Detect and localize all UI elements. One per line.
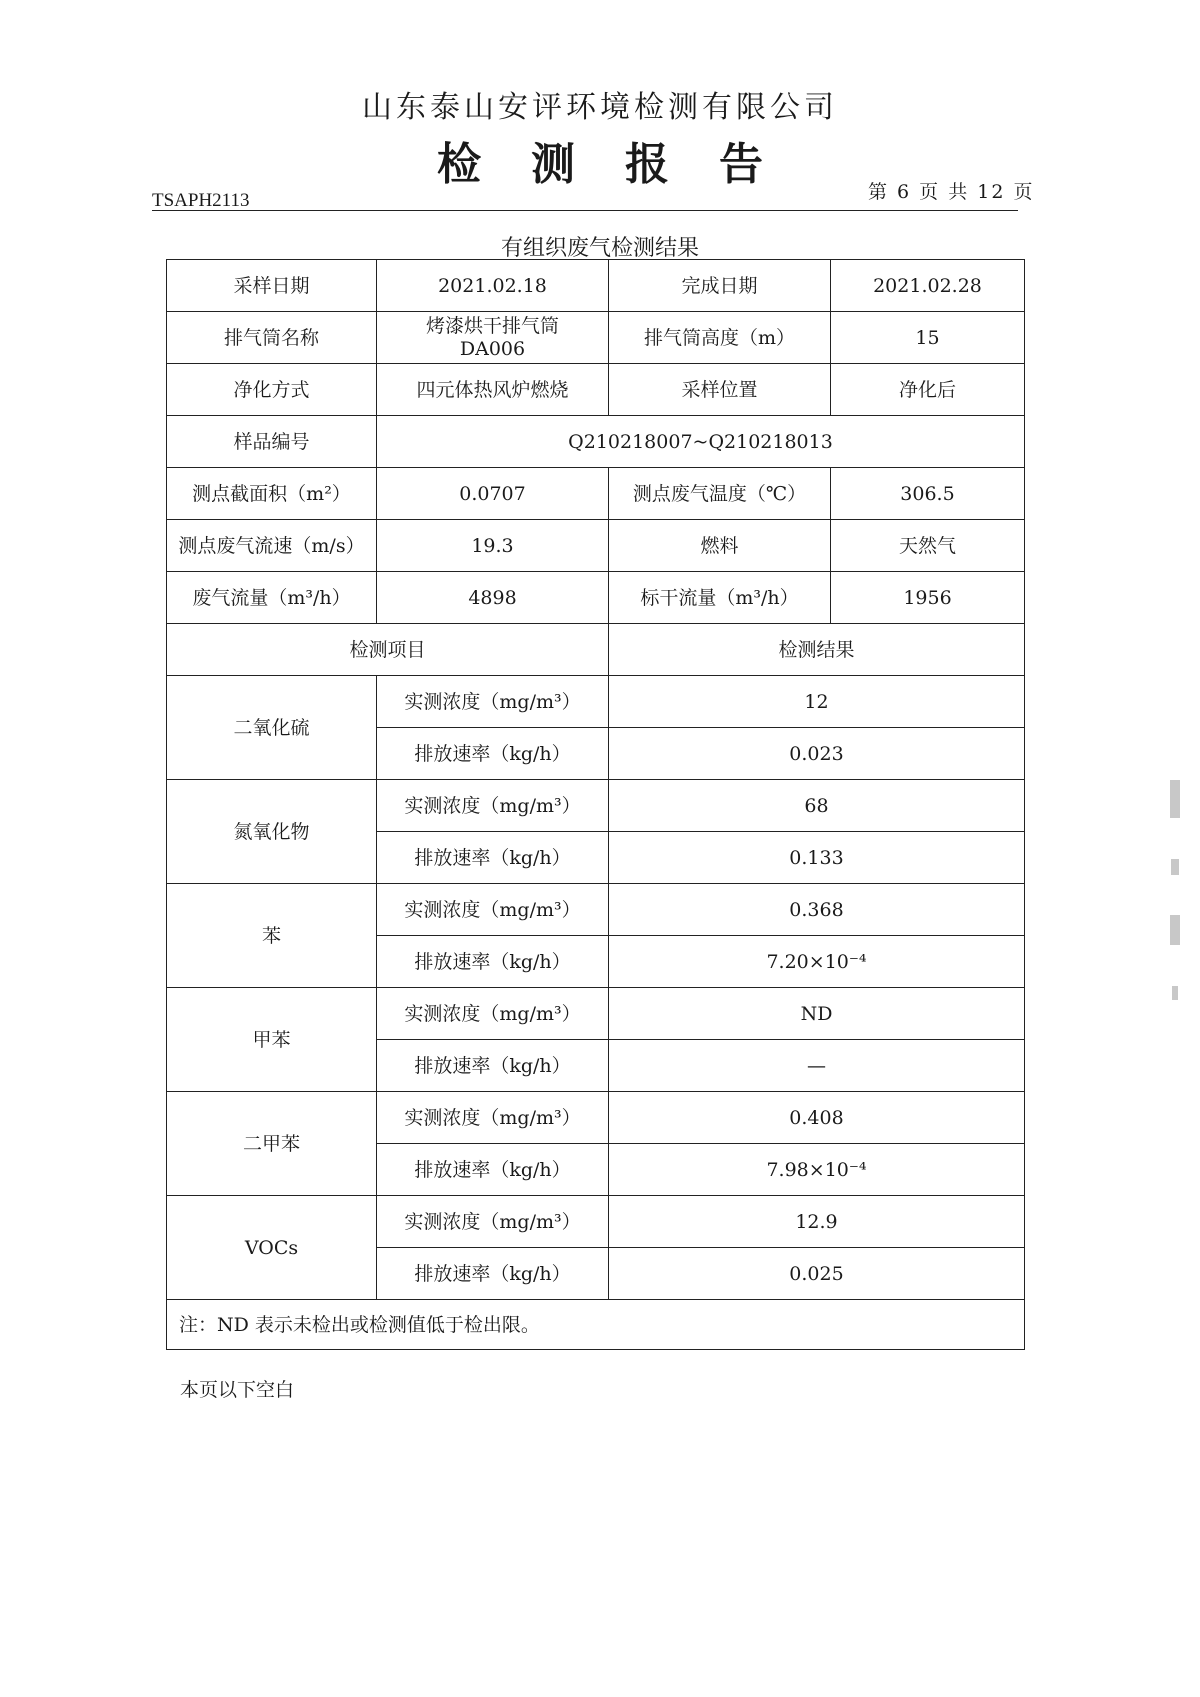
standard-flow-label: 标干流量（m³/h） — [609, 572, 831, 624]
emission-rate-value: — — [609, 1040, 1025, 1092]
velocity-value: 19.3 — [377, 520, 609, 572]
concentration-label: 实测浓度（mg/m³） — [377, 1092, 609, 1144]
fuel-value: 天然气 — [831, 520, 1025, 572]
temperature-value: 306.5 — [831, 468, 1025, 520]
concentration-label: 实测浓度（mg/m³） — [377, 884, 609, 936]
concentration-value: 12.9 — [609, 1196, 1025, 1248]
velocity-label: 测点废气流速（m/s） — [167, 520, 377, 572]
concentration-value: 12 — [609, 676, 1025, 728]
note-row — [167, 1300, 1025, 1350]
concentration-label: 实测浓度（mg/m³） — [377, 676, 609, 728]
emission-rate-value: 7.98×10⁻⁴ — [609, 1144, 1025, 1196]
concentration-value: 68 — [609, 780, 1025, 832]
header-rule — [152, 210, 1018, 211]
completion-date-value: 2021.02.28 — [831, 260, 1025, 312]
pollutant-name: 甲苯 — [167, 988, 377, 1092]
sampling-position-label: 采样位置 — [609, 364, 831, 416]
emission-rate-label: 排放速率（kg/h） — [377, 1040, 609, 1092]
item-header: 检测项目 — [167, 624, 609, 676]
sampling-position-value: 净化后 — [831, 364, 1025, 416]
pollutant-name: VOCs — [167, 1196, 377, 1300]
sample-no-label: 样品编号 — [167, 416, 377, 468]
emission-rate-value: 0.133 — [609, 832, 1025, 884]
stack-name-line: DA006 — [459, 337, 526, 360]
concentration-value: 0.408 — [609, 1092, 1025, 1144]
stack-name-label: 排气筒名称 — [167, 312, 377, 364]
emission-rate-label: 排放速率（kg/h） — [377, 1144, 609, 1196]
result-header: 检测结果 — [609, 624, 1025, 676]
table-header-row — [167, 624, 1025, 676]
stack-name-value — [377, 312, 609, 364]
table-row — [167, 364, 1025, 416]
table-row — [167, 260, 1025, 312]
flow-value: 4898 — [377, 572, 609, 624]
concentration-value: ND — [609, 988, 1025, 1040]
temperature-label: 测点废气温度（℃） — [609, 468, 831, 520]
table-row — [167, 572, 1025, 624]
result-table — [166, 259, 1025, 1350]
sampling-date-value: 2021.02.18 — [377, 260, 609, 312]
page-end-note: 本页以下空白 — [180, 1379, 295, 1401]
table-row — [167, 312, 1025, 364]
table-row — [167, 676, 1025, 728]
report-title: 检测报告 — [437, 139, 813, 190]
pollutant-name: 氮氧化物 — [167, 780, 377, 884]
fuel-label: 燃料 — [609, 520, 831, 572]
flow-label: 废气流量（m³/h） — [167, 572, 377, 624]
emission-rate-value: 7.20×10⁻⁴ — [609, 936, 1025, 988]
company-name: 山东泰山安评环境检测有限公司 — [362, 90, 838, 125]
concentration-value: 0.368 — [609, 884, 1025, 936]
pollutant-name: 二甲苯 — [167, 1092, 377, 1196]
stack-height-value: 15 — [831, 312, 1025, 364]
area-label: 测点截面积（m²） — [167, 468, 377, 520]
seal-fragment — [1168, 780, 1182, 1000]
table-row — [167, 988, 1025, 1040]
pollutant-name: 二氧化硫 — [167, 676, 377, 780]
section-title: 有组织废气检测结果 — [500, 236, 699, 261]
purification-label: 净化方式 — [167, 364, 377, 416]
emission-rate-label: 排放速率（kg/h） — [377, 728, 609, 780]
purification-value: 四元体热风炉燃烧 — [377, 364, 609, 416]
pollutant-name: 苯 — [167, 884, 377, 988]
concentration-label: 实测浓度（mg/m³） — [377, 1196, 609, 1248]
concentration-label: 实测浓度（mg/m³） — [377, 780, 609, 832]
table-row — [167, 884, 1025, 936]
table-row — [167, 1092, 1025, 1144]
table-row — [167, 780, 1025, 832]
table-row — [167, 468, 1025, 520]
stack-height-label: 排气筒高度（m） — [609, 312, 831, 364]
area-value: 0.0707 — [377, 468, 609, 520]
page-info: 第 6 页 共 12 页 — [868, 181, 1035, 203]
emission-rate-label: 排放速率（kg/h） — [377, 936, 609, 988]
emission-rate-value: 0.025 — [609, 1248, 1025, 1300]
standard-flow-value: 1956 — [831, 572, 1025, 624]
emission-rate-label: 排放速率（kg/h） — [377, 1248, 609, 1300]
emission-rate-value: 0.023 — [609, 728, 1025, 780]
table-row — [167, 520, 1025, 572]
table-note: 注：ND 表示未检出或检测值低于检出限。 — [167, 1300, 1025, 1350]
emission-rate-label: 排放速率（kg/h） — [377, 832, 609, 884]
stack-name-line: 烤漆烘干排气筒 — [425, 314, 559, 337]
table-row — [167, 416, 1025, 468]
sample-no-value: Q210218007~Q210218013 — [377, 416, 1025, 468]
completion-date-label: 完成日期 — [609, 260, 831, 312]
sampling-date-label: 采样日期 — [167, 260, 377, 312]
table-row — [167, 1196, 1025, 1248]
concentration-label: 实测浓度（mg/m³） — [377, 988, 609, 1040]
document-code: TSAPH2113 — [152, 190, 250, 211]
